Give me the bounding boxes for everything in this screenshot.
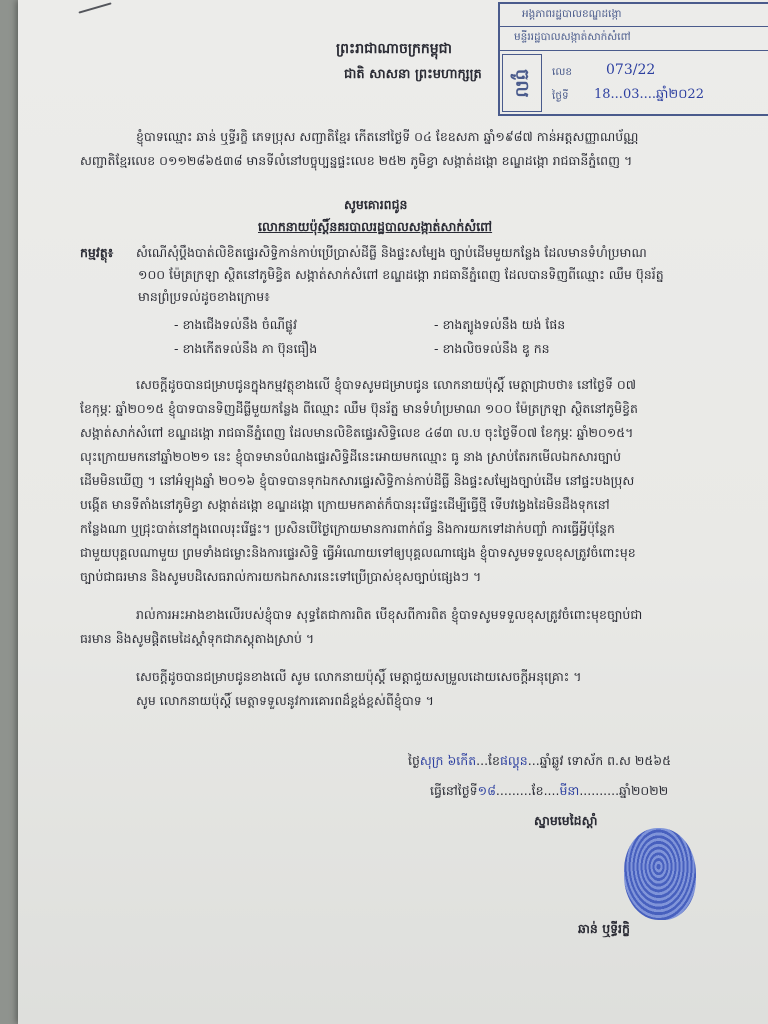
salutation: សូមគោរពជូន: [344, 197, 408, 212]
stamp-divider: [500, 50, 768, 51]
stamp-line-2: មន្ទីររដ្ឋបាលសង្កាត់សាក់សំពៅ: [514, 31, 631, 43]
solar-date-month-label: .........ខែ....: [495, 783, 560, 798]
solar-date-day: ១៨: [477, 783, 496, 798]
stamp-date-label: ថ្ងៃទី: [552, 90, 569, 102]
body-line: ច្បាប់ជាធរមាន និងសូមបដិសេធរាល់ការយកឯកសារនេះទៅប្រើប្រាស់ខុសច្បាប់ផ្សេងៗ ។: [80, 569, 482, 584]
boundary-west: - ខាងលិចទល់នឹង ឌូ កន: [434, 341, 550, 356]
stamp-divider: [500, 26, 768, 27]
document-page: [18, 0, 768, 1024]
boundary-east: - ខាងកើតទល់នឹង ភា ប៊ុនធឿង: [174, 341, 318, 356]
body-line: ខែកុម្ភៈ ឆ្នាំ២០១៥ ខ្ញុំបាទបានទិញដីធ្លីមួយកន្លែង ពីឈ្មោះ ឈឹម ប៊ុនរ័ត្ន មានទំហំប្រមាណ ១០០ ម៉ែត្រក្រឡា ស្ថិតនៅភូមិខ្វិត: [80, 401, 638, 416]
intro-line: សញ្ជាតិខ្មែរលេខ ០១១២៨៦៥៣៨ មានទីលំនៅបច្ចុប្បន្នផ្ទះលេខ ២៥២ ភូមិខ្វា សង្កាត់ដង្កោ ខណ្ឌដង្កោ រាជធានីភ្នំពេញ ។: [80, 153, 633, 168]
body-line: ដើមមិនឃើញ ។ នៅអំឡុងឆ្នាំ ២០១៦ ខ្ញុំបាទបានទុកឯកសារផ្ទេរសិទ្ធិកាន់កាប់ដីធ្លី និងផ្ទះសម្បែងច្បាប់ដើម នៅផ្ទះបងប្រុស: [80, 473, 635, 488]
recipient: លោកនាយប៉ុស្តិ៍នគរបាលរដ្ឋបាលសង្កាត់សាក់សំពៅ: [258, 219, 493, 234]
stamp-number-label: លេខ: [552, 66, 572, 78]
stamp-incoming-box: ចូល: [502, 54, 542, 112]
stamp-number-value: 073/22: [606, 62, 656, 78]
lunar-date-suffix: ...ឆ្នាំឆ្លូវ ទោស័ក ព.ស ២៥៦៥: [527, 753, 671, 768]
subject-line: ១០០ ម៉ែត្រក្រឡា ស្ថិតនៅភូមិខ្វិត សង្កាត់សាក់សំពៅ ខណ្ឌដង្កោ រាជធានីភ្នំពេញ ដែលបានទិញពីឈ្មោះ ឈឹម ប៊ុនរ័ត្ន: [138, 267, 664, 282]
stamp-date-value: 18...03....ឆ្នាំ២០22: [594, 87, 704, 102]
solar-date: [430, 782, 668, 800]
stamp-line-1: អង្គភាពរដ្ឋបាលខណ្ឌដង្កោ: [522, 8, 622, 20]
solar-date-month: មីនា: [559, 783, 580, 798]
receipt-stamp: [498, 2, 768, 116]
lunar-date-day: សុក្រ ៦កើត: [419, 753, 477, 768]
body-line: បង្កើត មានទីតាំងនៅភូមិខ្វា សង្កាត់ដង្កោ ខណ្ឌដង្កោ ក្រោយមកគាត់ក៏បានរុះរើផ្ទះដើម្បីធ្វើថ្មី ទើបវង្វេងដៃមិនដឹងទុកនៅ: [80, 497, 610, 512]
lunar-date-month: ផល្គុន: [499, 753, 528, 768]
thumbprint-label: ស្នាមមេដៃស្តាំ: [534, 813, 598, 828]
thumbprint: [624, 828, 696, 920]
subject-line: សំណើសុំប្តឹងបាត់លិខិតផ្ទេរសិទ្ធិកាន់កាប់ប្រើប្រាស់ដីធ្លី និងផ្ទះសម្បែង ច្បាប់ដើមមួយកន្លែង ដែលមានទំហំប្រមាណ: [136, 245, 647, 260]
solar-date-prefix: ធ្វើនៅថ្ងៃទី: [430, 783, 478, 798]
body-line: សេចក្តីដូចបានជម្រាបជូនក្នុងកម្មវត្ថុខាងលើ ខ្ញុំបាទសូមជម្រាបជូន លោកនាយប៉ុស្តិ៍ មេត្តាជ្រាបថា៖ នៅថ្ងៃទី ០៧: [136, 377, 636, 392]
kingdom-heading: ព្រះរាជាណាចក្រកម្ពុជា: [336, 41, 453, 57]
closing-line: សូម លោកនាយប៉ុស្តិ៍ មេត្តាទទួលនូវការគោរពដ៏ខ្ពង់ខ្ពស់ពីខ្ញុំបាទ ។: [136, 693, 434, 708]
declaration-line: ធរមាន និងសូមផ្តិតមេដៃស្តាំទុកជាភស្តុតាងស្រាប់ ។: [80, 631, 315, 646]
boundary-south: - ខាងត្បូងទល់នឹង យង់ ផែន: [434, 317, 566, 332]
intro-line: ខ្ញុំបាទឈ្មោះ ឆាន់ ឬទ្ធីរក្ខិ ភេទប្រុស សញ្ជាតិខ្មែរ កើតនៅថ្ងៃទី ០៤ ខែឧសភា ឆ្នាំ១៩៨៧ កាន់អត្តសញ្ញាណប័ណ្ណ: [136, 129, 639, 144]
lunar-date: [408, 752, 671, 770]
national-motto: ជាតិ សាសនា ព្រះមហាក្សត្រ: [344, 67, 482, 82]
lunar-date-month-label: ...ខែ: [476, 753, 500, 768]
body-line: ជាមួយបុគ្គលណាមួយ ព្រមទាំងជម្លោះនិងការផ្ទេរសិទ្ធិ ធ្វើអំណោយទៅឲ្យបុគ្គលណាផ្សេង ខ្ញុំបាទសូមទទួលខុសត្រូវចំពោះមុខ: [80, 545, 636, 560]
pen-mark: [78, 2, 111, 13]
solar-date-suffix: ..........ឆ្នាំ២០២២: [579, 783, 669, 798]
subject-label: កម្មវត្ថុ៖: [80, 245, 114, 260]
body-line: កន្លែងណា ឬជ្រុះបាត់នៅក្នុងពេលរុះរើផ្ទះ។ ប្រសិនបើថ្ងៃក្រោយមានការពាក់ព័ន្ធ និងការយកទៅដាក់បញ្ចាំ ការធ្វើអ្វីប៉ុន្តែក: [80, 521, 615, 536]
signer-name: ឆាន់ ឬទ្ធីរក្ខិ: [578, 921, 630, 936]
boundary-north: - ខាងជើងទល់នឹង ចំណីផ្លូវ: [174, 317, 297, 332]
body-line: លុះក្រោយមកនៅឆ្នាំ២០២១ នេះ ខ្ញុំបាទមានបំណងផ្ទេរសិទ្ធិដីនេះអោយមកឈ្មោះ ធូ នាង ស្រាប់តែរកមើលឯកសារច្បាប់: [80, 449, 622, 464]
closing-line: សេចក្តីដូចបានជម្រាបជូនខាងលើ សូម លោកនាយប៉ុស្តិ៍ មេត្តាជួយសម្រួលដោយសេចក្តីអនុគ្រោះ ។: [136, 669, 582, 684]
declaration-line: រាល់ការអះអាងខាងលើរបស់ខ្ញុំបាទ សុទ្ធតែជាការពិត បើខុសពីការពិត ខ្ញុំបាទសូមទទួលខុសត្រូវចំពោះមុខច្បាប់ជា: [136, 607, 643, 622]
subject-line: មានព្រំប្រទល់ដូចខាងក្រោម៖: [138, 289, 270, 304]
body-line: សង្កាត់សាក់សំពៅ ខណ្ឌដង្កោ រាជធានីភ្នំពេញ ដែលមានលិខិតផ្ទេរសិទ្ធិលេខ ៤៨៣ ល.ប ចុះថ្ងៃទី០៧ ខែកុម្ភៈ ឆ្នាំ២០១៥។: [80, 425, 634, 440]
lunar-date-prefix: ថ្ងៃ: [408, 753, 420, 768]
